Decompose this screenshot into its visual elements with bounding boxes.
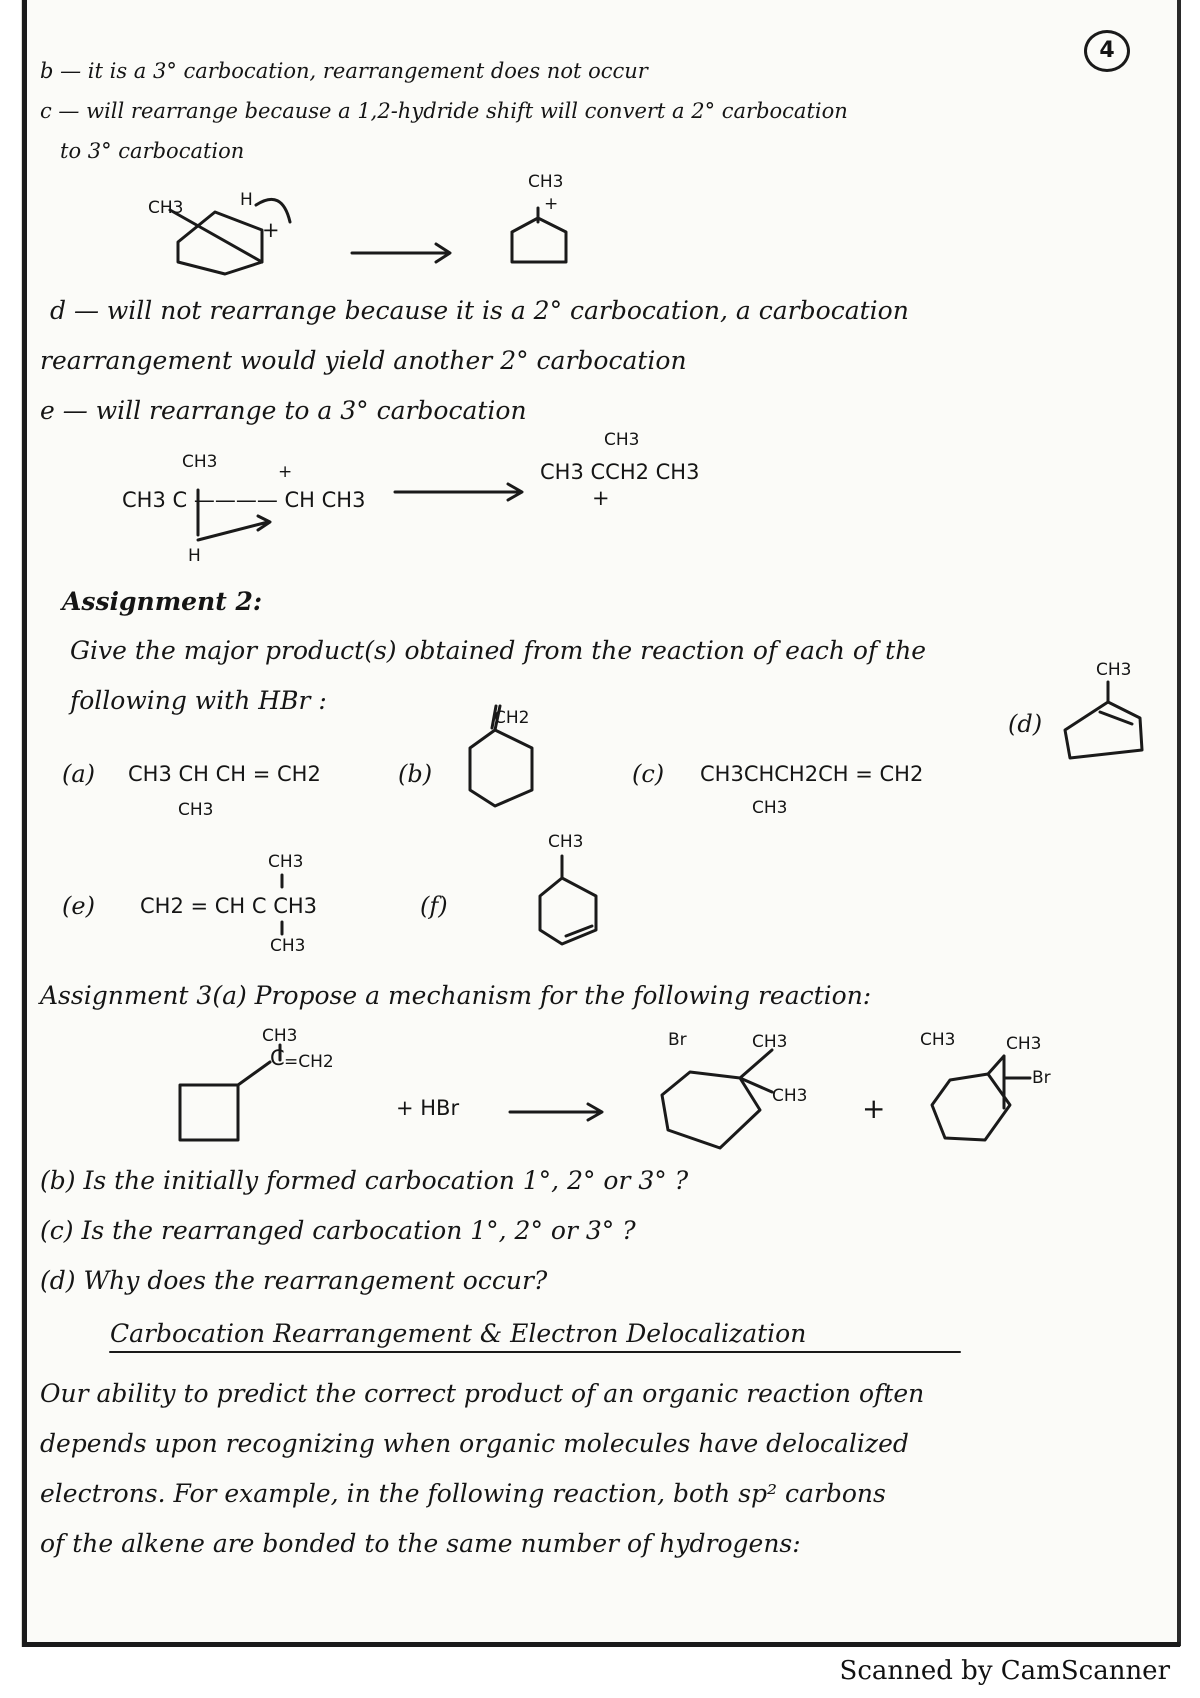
- a2-item-d-label: (d): [1008, 710, 1043, 738]
- a2-item-b-label: (b): [398, 760, 433, 788]
- section-paragraph-line-2: depends upon recognizing when organic molecules have delocalized: [40, 1429, 909, 1458]
- a2-item-c-sub: CH3: [752, 798, 788, 818]
- a3-reactant-c: C: [270, 1046, 285, 1070]
- a3-product1-br: Br: [668, 1030, 687, 1050]
- scanner-footer: Scanned by CamScanner: [839, 1656, 1170, 1686]
- a2-item-e-formula: CH2 = CH C CH3: [140, 894, 318, 918]
- a2-item-a-formula: CH3 CH CH = CH2: [128, 762, 321, 786]
- d-line-1: d — will not rearrange because it is a 2° carbocation, a carbocation: [50, 296, 909, 325]
- a2-item-f-top: CH3: [548, 832, 584, 852]
- e-reactant-top-ch3: CH3: [182, 452, 218, 472]
- assignment-2-title: Assignment 2:: [62, 587, 263, 616]
- a2-item-e-sub: CH3: [270, 936, 306, 956]
- e-line: e — will rearrange to a 3° carbocation: [40, 396, 527, 425]
- a2-item-a-label: (a): [62, 760, 96, 788]
- a3-product1-ring: [662, 1072, 760, 1148]
- a3-product2-ch3-right: CH3: [1006, 1034, 1042, 1054]
- a3-product2-ring: [932, 1074, 1010, 1140]
- a3-product2-br: Br: [1032, 1068, 1051, 1088]
- a3-question-b: (b) Is the initially formed carbocation 1°, 2° or 3° ?: [40, 1166, 689, 1195]
- a2-f-ring: [540, 878, 596, 944]
- c-product-ring: [512, 208, 566, 262]
- a3-plus: +: [862, 1092, 886, 1125]
- c-reactant-charge: +: [262, 218, 280, 242]
- assignment-2-line-1: Give the major product(s) obtained from the reaction of each of the: [70, 636, 927, 665]
- intro-line-2: c — will rearrange because a 1,2-hydride shift will convert a 2° carbocation: [40, 99, 848, 123]
- intro-line-3: to 3° carbocation: [60, 139, 245, 163]
- a2-item-d-top: CH3: [1096, 660, 1132, 680]
- section-paragraph-line-1: Our ability to predict the correct product of an organic reaction often: [40, 1379, 925, 1408]
- c-product-ch3: CH3: [528, 172, 564, 192]
- assignment-2-line-2: following with HBr :: [70, 686, 327, 715]
- e-product-formula: CH3 CCH2 CH3: [540, 460, 700, 484]
- a3-product2-ch3-left: CH3: [920, 1030, 956, 1050]
- c-reactant-ch3: CH3: [148, 198, 184, 218]
- a3-question-d: (d) Why does the rearrangement occur?: [40, 1266, 548, 1295]
- e-reaction-arrow: [395, 484, 522, 500]
- page-number-circle: 4: [1084, 30, 1130, 72]
- a2-d-ring: [1065, 702, 1142, 758]
- section-paragraph-line-4: of the alkene are bonded to the same number of hydrogens:: [40, 1529, 801, 1558]
- a3-reactant-ch2: =CH2: [284, 1052, 334, 1072]
- a2-item-b-top: CH2: [494, 708, 530, 728]
- e-product-charge: +: [592, 486, 610, 510]
- a2-item-e-label: (e): [62, 892, 95, 920]
- a3-question-c: (c) Is the rearranged carbocation 1°, 2° or 3° ?: [40, 1216, 636, 1245]
- a2-b-ring: [470, 730, 532, 806]
- d-line-2: rearrangement would yield another 2° carbocation: [40, 346, 687, 375]
- a2-item-c-label: (c): [632, 760, 665, 788]
- c-reaction-arrow: [352, 244, 450, 262]
- a2-item-f-label: (f): [420, 892, 448, 920]
- a3-product1-ch3-top: CH3: [752, 1032, 788, 1052]
- a2-item-e-top: CH3: [268, 852, 304, 872]
- section-heading: Carbocation Rearrangement & Electron Delocalization: [110, 1319, 807, 1348]
- a3-reaction-arrow: [510, 1104, 602, 1120]
- intro-line-1: b — it is a 3° carbocation, rearrangement does not occur: [40, 59, 648, 83]
- c-reactant-h: H: [240, 190, 253, 210]
- a3-reactant-ch3: CH3: [262, 1026, 298, 1046]
- a2-item-a-sub: CH3: [178, 800, 214, 820]
- a3-bond-to-c: [238, 1062, 270, 1085]
- section-paragraph-line-3: electrons. For example, in the following reaction, both sp² carbons: [40, 1479, 886, 1508]
- c-product-charge: +: [544, 194, 559, 214]
- a3-product1-ch3-side: CH3: [772, 1086, 808, 1106]
- a3-reagent: + HBr: [396, 1096, 460, 1120]
- assignment-3-title: Assignment 3(a) Propose a mechanism for the following reaction:: [40, 981, 872, 1010]
- e-reactant-h: H: [188, 546, 201, 566]
- a2-item-c-formula: CH3CHCH2CH = CH2: [700, 762, 924, 786]
- e-reactant-charge: +: [278, 462, 293, 482]
- e-hydride-arrow: [198, 516, 270, 540]
- e-reactant-formula: CH3 C ———— CH CH3: [122, 488, 366, 512]
- e-product-top-ch3: CH3: [604, 430, 640, 450]
- a3-cyclobutane-ring: [180, 1085, 238, 1140]
